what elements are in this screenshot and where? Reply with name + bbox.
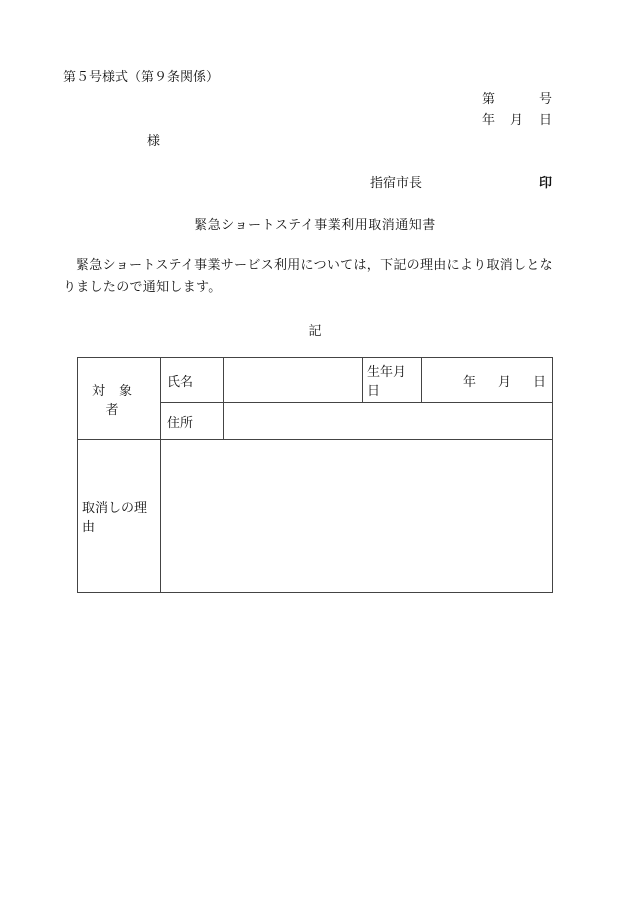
address-label: 住所 <box>161 403 224 440</box>
birth-day: 日 <box>532 374 546 390</box>
address-field[interactable] <box>224 403 553 440</box>
birth-year: 年 <box>462 374 476 390</box>
table-row <box>78 358 553 403</box>
body-text: 緊急ショートステイ事業サービス利用については，下記の理由により取消しとなりましたので通知します。 <box>63 258 553 295</box>
target-label: 対象者 <box>78 358 161 440</box>
document-title: 緊急ショートステイ事業利用取消通知書 <box>194 218 436 233</box>
name-field[interactable] <box>224 358 363 403</box>
date-year: 年 <box>482 113 496 128</box>
cancellation-form-table <box>77 357 553 593</box>
doc-no-prefix: 第 <box>482 92 496 107</box>
birth-month: 月 <box>497 374 511 390</box>
reason-field[interactable] <box>161 440 553 593</box>
doc-no-suffix: 号 <box>539 92 553 107</box>
table-row <box>78 440 553 593</box>
ki-heading: 記 <box>308 324 322 339</box>
seal-mark: 印 <box>539 176 553 191</box>
birth-date-field[interactable] <box>422 358 553 403</box>
date-day: 日 <box>539 113 553 128</box>
date-month: 月 <box>510 113 524 128</box>
birth-label: 生年月日 <box>363 358 422 403</box>
reason-label: 取消しの理由 <box>78 440 161 593</box>
recipient-suffix: 様 <box>147 134 161 149</box>
issuer: 指宿市長 <box>370 176 423 191</box>
form-number: 第５号様式（第９条関係） <box>63 70 220 85</box>
name-label: 氏名 <box>161 358 224 403</box>
